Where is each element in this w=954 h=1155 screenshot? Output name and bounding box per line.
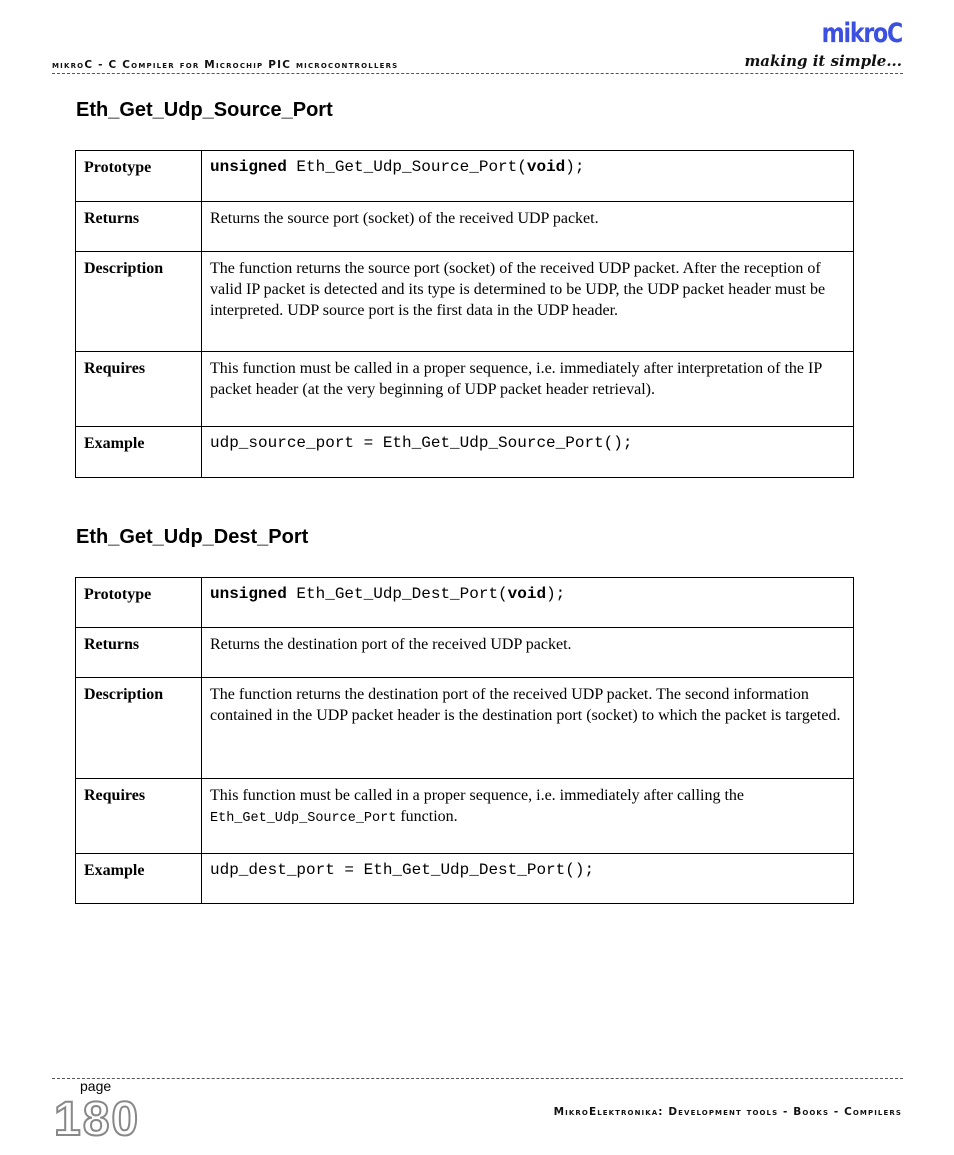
- function-signature: Eth_Get_Udp_Source_Port(: [286, 158, 527, 176]
- row-label: Example: [76, 427, 202, 478]
- prototype-code: [202, 578, 854, 628]
- prototype-row: [76, 151, 854, 202]
- keyword: unsigned: [210, 585, 287, 603]
- returns-row: [76, 628, 854, 678]
- row-label: Prototype: [76, 151, 202, 202]
- prototype-code: [202, 151, 854, 202]
- requires-row: [76, 352, 854, 427]
- function-signature: Eth_Get_Udp_Dest_Port(: [286, 585, 508, 603]
- returns-text: Returns the source port (socket) of the received UDP packet.: [202, 202, 854, 252]
- signature-end: );: [546, 585, 566, 603]
- page-label: page: [80, 1078, 112, 1094]
- header-title: mikroC - C Compiler for Microchip PIC microcontrollers: [52, 59, 399, 71]
- returns-row: [76, 202, 854, 252]
- footer-publisher: MikroElektronika: Development tools - Books - Compilers: [553, 1106, 902, 1118]
- mikroc-logo: mikroC: [821, 18, 902, 49]
- keyword: void: [507, 585, 547, 603]
- requires-text-before: This function must be called in a proper sequence, i.e. immediately after calling the: [210, 787, 745, 804]
- requires-text: This function must be called in a proper sequence, i.e. immediately after interpretation of the IP packet header (at the very beginning of UDP packet header retrieval).: [202, 352, 854, 427]
- description-text: The function returns the destination port of the received UDP packet. The second information contained in the UDP packet header is the destination port (socket) to which the packet is targeted.: [202, 678, 854, 779]
- function-table: [75, 150, 854, 478]
- inline-code: Eth_Get_Udp_Source_Port: [210, 811, 397, 826]
- description-text: The function returns the source port (socket) of the received UDP packet. After the reception of valid IP packet is detected and its type is determined to be UDP, the UDP packet header must be interpreted. UDP source port is the first data in the UDP header.: [202, 252, 854, 352]
- requires-text: [202, 779, 854, 854]
- row-label: Description: [76, 252, 202, 352]
- keyword: unsigned: [210, 158, 287, 176]
- header-divider: [52, 73, 903, 74]
- header-tagline: making it simple...: [744, 52, 902, 70]
- footer-divider: [52, 1078, 903, 1079]
- example-row: [76, 854, 854, 904]
- returns-text: Returns the destination port of the received UDP packet.: [202, 628, 854, 678]
- section-title: Eth_Get_Udp_Dest_Port: [76, 526, 309, 548]
- requires-row: [76, 779, 854, 854]
- row-label: Requires: [76, 779, 202, 854]
- example-row: [76, 427, 854, 478]
- keyword: void: [526, 158, 566, 176]
- description-row: [76, 252, 854, 352]
- section-title: Eth_Get_Udp_Source_Port: [76, 99, 333, 121]
- page-number: 180: [54, 1093, 141, 1146]
- row-label: Example: [76, 854, 202, 904]
- row-label: Description: [76, 678, 202, 779]
- row-label: Returns: [76, 628, 202, 678]
- row-label: Returns: [76, 202, 202, 252]
- requires-text-after: function.: [396, 808, 458, 825]
- function-table: [75, 577, 854, 904]
- row-label: Requires: [76, 352, 202, 427]
- description-row: [76, 678, 854, 779]
- row-label: Prototype: [76, 578, 202, 628]
- signature-end: );: [565, 158, 585, 176]
- prototype-row: [76, 578, 854, 628]
- example-code: udp_source_port = Eth_Get_Udp_Source_Port();: [202, 427, 854, 478]
- example-code: udp_dest_port = Eth_Get_Udp_Dest_Port();: [202, 854, 854, 904]
